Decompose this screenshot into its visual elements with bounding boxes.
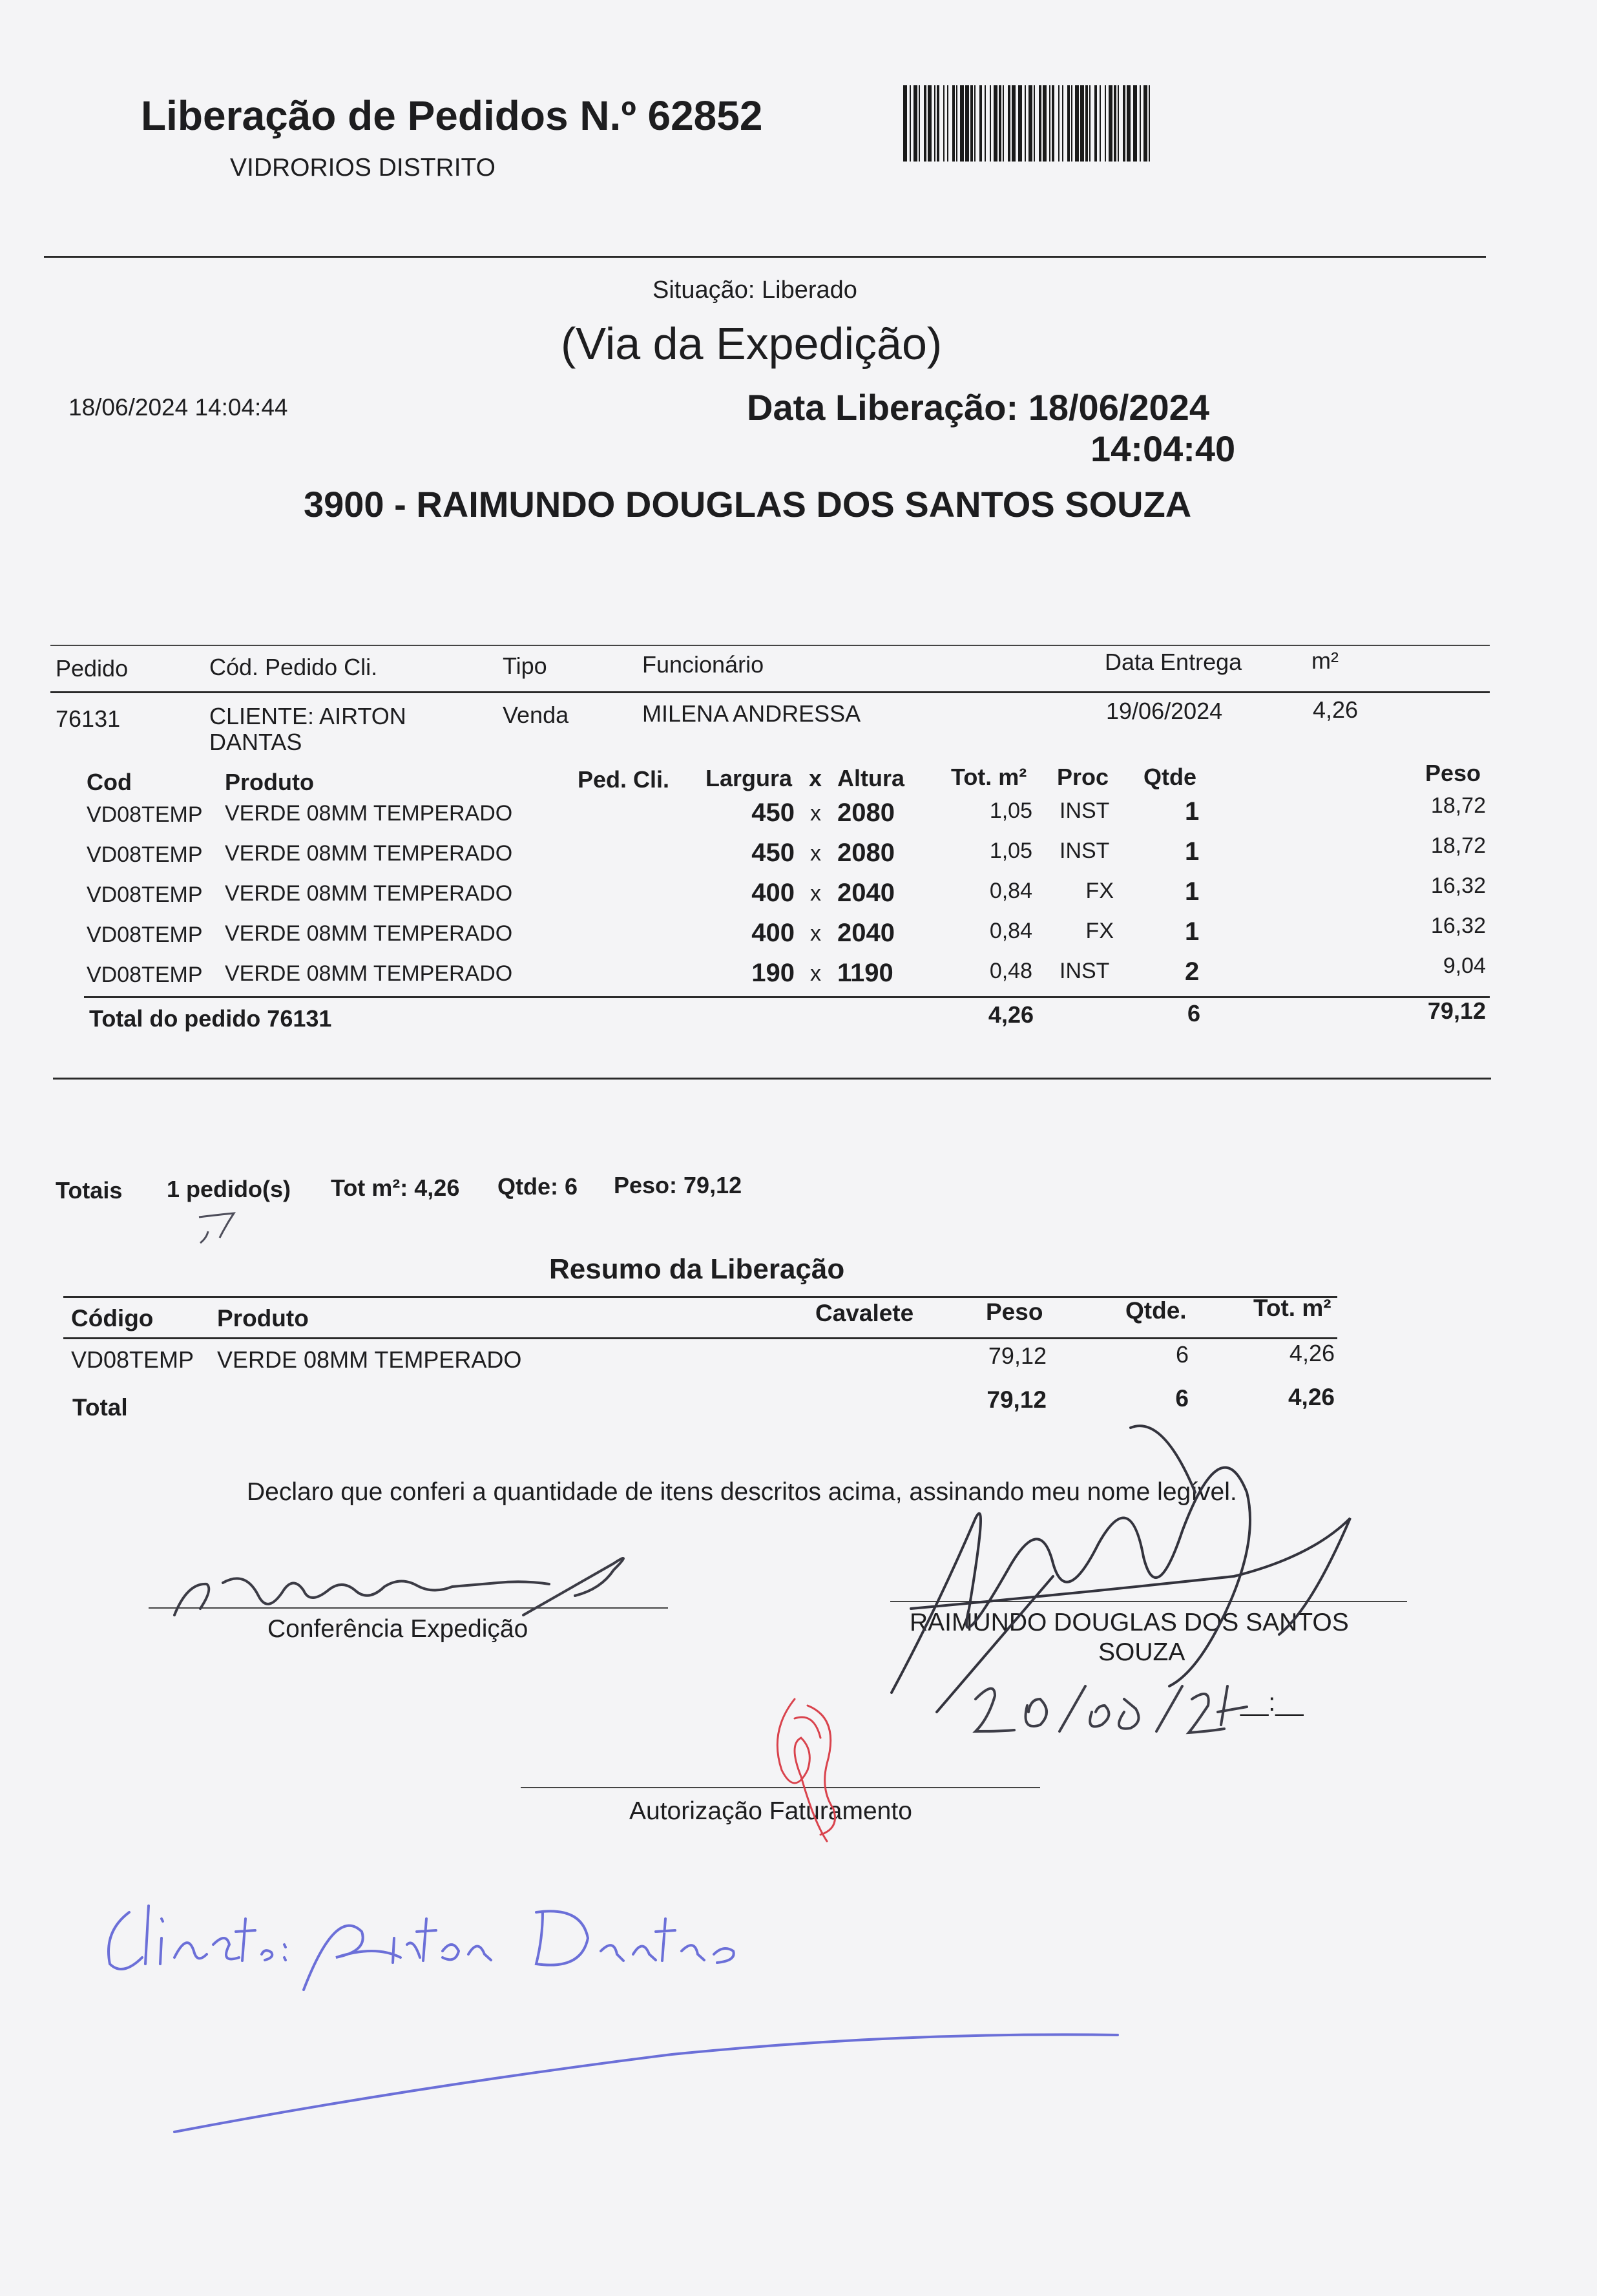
order-cod-pedido-cli-line1: CLIENTE: AIRTON [209,703,406,729]
order-total-label: Total do pedido 76131 [89,1005,332,1032]
items-header-x: x [809,765,822,791]
item-largura: 400 [751,919,795,947]
autorizacao-label: Autorização Faturamento [629,1797,912,1825]
resumo-peso: 79,12 [988,1342,1047,1369]
item-tot-m2: 0,84 [989,919,1032,943]
data-liberacao-time: 14:04:40 [1091,428,1236,469]
item-altura: 1190 [837,959,893,987]
item-altura: 2040 [837,919,895,947]
col-header-funcionario: Funcionário [642,651,764,678]
header-divider [44,256,1486,258]
item-proc: INST [1059,839,1110,863]
resumo-header-peso: Peso [986,1299,1043,1325]
totais-peso: Peso: 79,12 [614,1172,742,1198]
order-total-peso: 79,12 [1427,997,1486,1024]
order-data-entrega: 19/06/2024 [1106,698,1223,724]
handwritten-date [969,1660,1253,1744]
order-funcionario: MILENA ANDRESSA [642,700,861,727]
order-cod-pedido-cli-line2: DANTAS [209,729,302,755]
resumo-header-cavalete: Cavalete [815,1300,914,1326]
resumo-header-codigo: Código [71,1305,154,1331]
resumo-total-qtde: 6 [1175,1385,1189,1412]
order-tipo: Venda [503,702,569,728]
col-header-cod-pedido-cli: Cód. Pedido Cli. [209,654,378,680]
col-header-data-entrega: Data Entrega [1105,649,1242,675]
resumo-header-qtde: Qtde. [1125,1297,1187,1324]
item-peso: 18,72 [1430,793,1486,818]
barcode [903,85,1154,163]
client-title: 3900 - RAIMUNDO DOUGLAS DOS SANTOS SOUZA [304,484,1192,525]
totais-qtde: Qtde: 6 [497,1173,578,1200]
item-cod: VD08TEMP [87,842,203,867]
order-m2: 4,26 [1313,696,1359,723]
item-cod: VD08TEMP [87,963,203,987]
signer-name-line2: SOUZA [1098,1638,1185,1666]
item-peso: 16,32 [1430,913,1486,938]
item-qtde: 1 [1185,837,1200,866]
totais-pedidos: 1 pedido(s) [167,1176,291,1202]
col-header-m2: m² [1311,647,1339,674]
resumo-header-produto: Produto [217,1305,309,1331]
item-x: x [810,961,821,986]
company-name: VIDRORIOS DISTRITO [230,154,496,182]
item-cod: VD08TEMP [87,923,203,947]
item-tot-m2: 1,05 [989,798,1032,823]
data-liberacao: Data Liberação: 18/06/2024 [747,387,1209,428]
col-header-pedido: Pedido [56,655,129,682]
item-altura: 2080 [837,839,895,867]
item-x: x [810,921,821,946]
items-header-qtde: Qtde [1143,764,1197,790]
resumo-title: Resumo da Liberação [549,1253,845,1285]
item-cod: VD08TEMP [87,882,203,907]
resumo-total-label: Total [72,1394,128,1421]
print-datetime: 18/06/2024 14:04:44 [68,394,288,421]
item-altura: 2040 [837,879,895,907]
item-x: x [810,841,821,866]
item-proc: INST [1059,959,1110,983]
order-table-header-rule [50,691,1490,693]
resumo-qtde: 6 [1175,1341,1189,1368]
item-cod: VD08TEMP [87,802,203,827]
item-peso: 18,72 [1430,833,1486,858]
item-largura: 400 [751,879,795,907]
items-header-ped-cli: Ped. Cli. [578,766,670,793]
item-peso: 16,32 [1430,873,1486,898]
resumo-header-tot-m2: Tot. m² [1253,1295,1331,1321]
resumo-header-rule [63,1337,1337,1339]
item-qtde: 1 [1185,877,1200,906]
via-label: (Via da Expedição) [561,318,943,369]
order-total-m2: 4,26 [988,1001,1034,1028]
item-peso: 9,04 [1443,954,1486,978]
item-largura: 450 [751,839,795,867]
conferencia-signature [162,1544,640,1634]
item-proc: INST [1059,798,1110,823]
item-produto: VERDE 08MM TEMPERADO [225,921,513,946]
totais-label: Totais [56,1177,123,1204]
resumo-total-peso: 79,12 [986,1386,1047,1413]
item-tot-m2: 0,48 [989,959,1032,983]
item-x: x [810,801,821,826]
col-header-tipo: Tipo [503,652,547,679]
section-divider [53,1078,1491,1080]
handwritten-client-note [90,1893,1124,2138]
item-proc: FX [1085,879,1114,903]
order-table-top-rule [50,645,1490,646]
items-header-peso: Peso [1425,760,1481,786]
items-header-proc: Proc [1057,764,1109,790]
item-qtde: 2 [1185,957,1200,986]
item-tot-m2: 0,84 [989,879,1032,903]
item-produto: VERDE 08MM TEMPERADO [225,881,513,906]
resumo-produto: VERDE 08MM TEMPERADO [217,1346,522,1373]
resumo-codigo: VD08TEMP [71,1346,194,1373]
item-tot-m2: 1,05 [989,839,1032,863]
item-produto: VERDE 08MM TEMPERADO [225,961,513,986]
item-largura: 190 [751,959,795,987]
conferencia-label: Conferência Expedição [267,1615,528,1643]
items-header-largura: Largura [705,765,793,791]
items-total-rule [84,996,1490,998]
item-proc: FX [1085,919,1114,943]
totais-tot-m2: Tot m²: 4,26 [331,1174,460,1201]
item-produto: VERDE 08MM TEMPERADO [225,801,513,826]
situacao-label: Situação: Liberado [652,277,857,304]
resumo-total-tot-m2: 4,26 [1288,1384,1335,1410]
signer-name-line1: RAIMUNDO DOUGLAS DOS SANTOS [910,1609,1349,1636]
item-x: x [810,881,821,906]
items-header-produto: Produto [225,769,314,795]
red-stamp-signature [756,1680,872,1848]
item-produto: VERDE 08MM TEMPERADO [225,841,513,866]
item-altura: 2080 [837,798,895,827]
items-header-cod: Cod [87,769,132,795]
items-header-tot-m2: Tot. m² [951,764,1027,790]
order-pedido: 76131 [56,705,121,732]
items-header-altura: Altura [837,765,905,791]
pen-tick-mark [194,1212,245,1251]
document-title: Liberação de Pedidos N.º 62852 [141,92,763,139]
item-qtde: 1 [1185,797,1200,826]
time-blank: __:__ [1240,1689,1304,1717]
item-largura: 450 [751,798,795,827]
order-total-qtde: 6 [1187,1000,1201,1027]
resumo-tot-m2: 4,26 [1289,1340,1335,1366]
item-qtde: 1 [1185,917,1200,946]
declaration-text: Declaro que conferi a quantidade de itens descritos acima, assinando meu nome legível. [247,1478,1237,1506]
